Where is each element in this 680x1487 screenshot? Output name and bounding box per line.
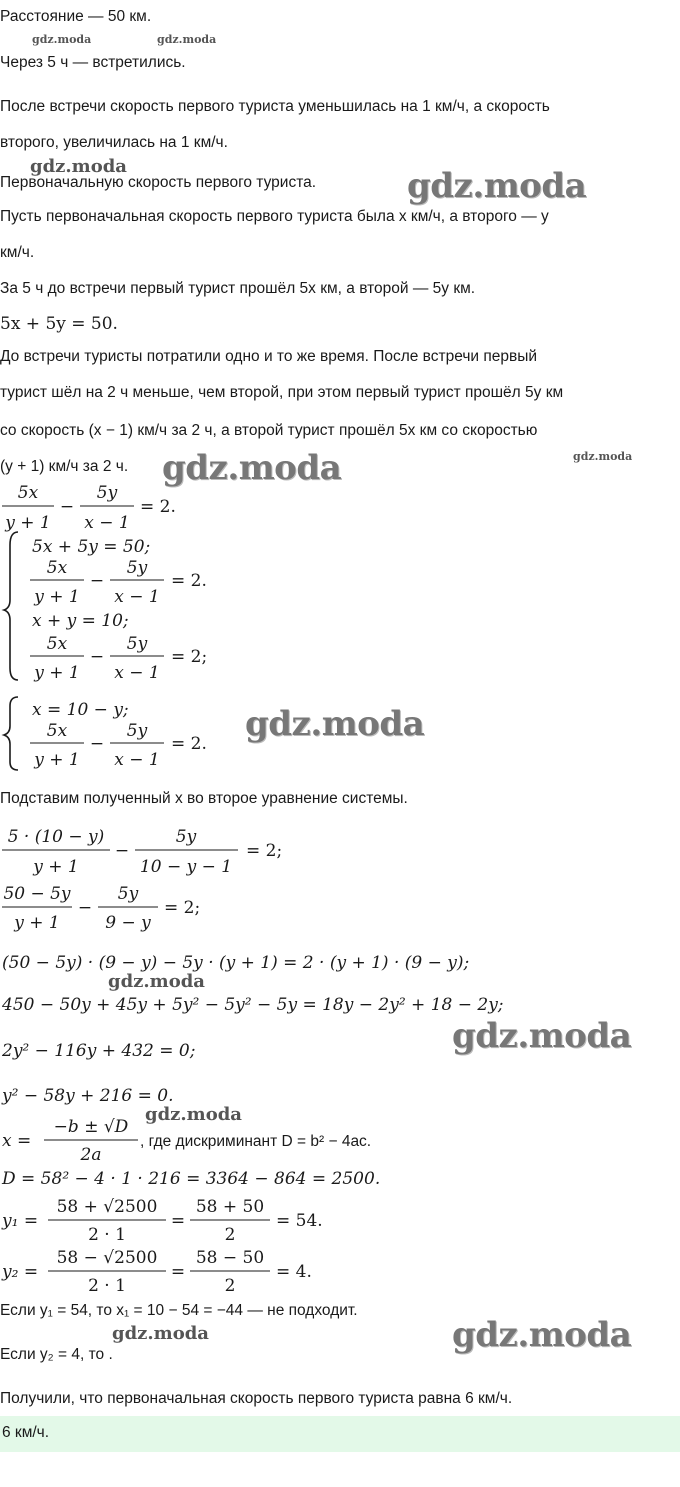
sys3-line2-tail: = 2. xyxy=(171,734,207,754)
watermark: gdz.moda xyxy=(573,450,633,463)
svg-text:−: − xyxy=(89,734,105,754)
watermark: gdz.moda xyxy=(407,166,587,206)
watermark: gdz.moda xyxy=(162,448,342,488)
y1-den-left: 2 · 1 xyxy=(88,1225,126,1245)
e2-den-right: 9 − y xyxy=(105,913,151,933)
e7-tail: , где дискриминант D = b² − 4ac. xyxy=(140,1133,372,1150)
e6-line: y² − 58y + 216 = 0. xyxy=(2,1086,174,1106)
eq2-den-left: y + 1 xyxy=(5,513,51,533)
watermark: gdz.moda xyxy=(108,971,205,992)
given-distance: Расстояние — 50 км. xyxy=(0,8,152,25)
svg-text:5x: 5x xyxy=(46,634,68,654)
e2-num-left: 50 − 5y xyxy=(3,884,71,904)
e7-den: 2a xyxy=(80,1145,102,1165)
e1-den-left: y + 1 xyxy=(33,857,79,877)
e2-den-left: y + 1 xyxy=(14,913,60,933)
svg-text:5y: 5y xyxy=(126,558,148,578)
sys3-line1: x = 10 − y; xyxy=(32,700,129,720)
watermark: gdz.moda xyxy=(112,1323,209,1344)
reasoning-line1: До встречи туристы потратили одно и то же время. После встречи первый xyxy=(0,348,538,365)
sys2-line2-tail: = 2; xyxy=(171,647,208,667)
y2-num-left: 58 − √2500 xyxy=(56,1248,158,1268)
substitute-statement: Подставим полученный x во второе уравнение системы. xyxy=(0,790,408,807)
watermark: gdz.moda xyxy=(452,1315,632,1355)
minus-sign: − xyxy=(59,497,75,517)
e5-line: 2y² − 116y + 432 = 0; xyxy=(2,1041,196,1061)
y1-tail: = 54. xyxy=(276,1211,323,1231)
e1-den-right: 10 − y − 1 xyxy=(139,857,233,877)
reasoning-line2: турист шёл на 2 ч меньше, чем второй, при этом первый турист прошёл 5y км xyxy=(0,384,564,401)
e1-num-left: 5 · (10 − y) xyxy=(7,827,105,847)
e4-line: 450 − 50y + 45y + 5y² − 5y² − 5y = 18y − 2y² + 18 − 2y; xyxy=(2,995,504,1015)
svg-text:−: − xyxy=(89,571,105,591)
watermark: gdz.moda xyxy=(157,33,217,46)
svg-text:−: − xyxy=(77,898,93,918)
sys1-line1: 5x + 5y = 50; xyxy=(32,537,151,557)
conclusion: Получили, что первоначальная скорость первого туриста равна 6 км/ч. xyxy=(0,1390,513,1407)
let-statement-line1: Пусть первоначальная скорость первого туриста была x км/ч, а второго — y xyxy=(0,208,549,225)
svg-text:−: − xyxy=(89,647,105,667)
e8-line: D = 58² − 4 · 1 · 216 = 3364 − 864 = 2500. xyxy=(2,1169,381,1189)
watermark: gdz.moda xyxy=(30,156,127,177)
check-y1: Если y₁ = 54, то x₁ = 10 − 54 = −44 — не подходит. xyxy=(0,1302,358,1319)
svg-text:x − 1: x − 1 xyxy=(114,587,160,607)
reasoning-line4: (y + 1) км/ч за 2 ч. xyxy=(0,458,129,475)
answer-text: 6 км/ч. xyxy=(2,1424,50,1441)
distance-statement: За 5 ч до встречи первый турист прошёл 5x км, а второй — 5y км. xyxy=(0,280,476,297)
svg-text:x − 1: x − 1 xyxy=(114,750,160,770)
svg-text:=: = xyxy=(170,1262,186,1282)
svg-text:y + 1: y + 1 xyxy=(34,587,80,607)
svg-text:5y: 5y xyxy=(126,634,148,654)
watermark: gdz.moda xyxy=(32,33,92,46)
watermark: gdz.moda xyxy=(145,1104,242,1125)
let-statement-line2: км/ч. xyxy=(0,244,35,261)
check-y2: Если y₂ = 4, то . xyxy=(0,1346,113,1363)
given-time: Через 5 ч — встретились. xyxy=(0,54,186,71)
eq2-num-left: 5x xyxy=(17,483,39,503)
equation-sum: 5x + 5y = 50. xyxy=(0,314,118,334)
y1-num-right: 58 + 50 xyxy=(195,1197,265,1217)
eq2-tail: = 2. xyxy=(140,497,176,517)
given-speed-change-line1: После встречи скорость первого туриста уменьшилась на 1 км/ч, а скорость xyxy=(0,98,550,115)
given-speed-change-line2: второго, увеличилась на 1 км/ч. xyxy=(0,134,228,151)
svg-text:x − 1: x − 1 xyxy=(114,663,160,683)
svg-text:5x: 5x xyxy=(46,558,68,578)
y2-den-right: 2 xyxy=(224,1276,236,1296)
y1-den-right: 2 xyxy=(224,1225,236,1245)
watermark: gdz.moda xyxy=(452,1016,632,1056)
svg-text:y + 1: y + 1 xyxy=(34,663,80,683)
e7-lhs: x = xyxy=(2,1131,32,1151)
eq2-den-right: x − 1 xyxy=(84,513,130,533)
svg-text:5y: 5y xyxy=(126,721,148,741)
svg-text:5x: 5x xyxy=(46,721,68,741)
eq2-num-right: 5y xyxy=(96,483,118,503)
svg-text:−: − xyxy=(114,841,130,861)
watermark: gdz.moda xyxy=(245,704,425,744)
e2-tail: = 2; xyxy=(164,898,201,918)
y1-lhs: y₁ = xyxy=(2,1211,39,1231)
y2-tail: = 4. xyxy=(276,1262,312,1282)
y1-num-left: 58 + √2500 xyxy=(56,1197,158,1217)
answer-box xyxy=(0,1416,680,1452)
y2-den-left: 2 · 1 xyxy=(88,1276,126,1296)
e7-num: −b ± √D xyxy=(53,1117,129,1137)
y2-lhs: y₂ = xyxy=(2,1262,39,1282)
e2-num-right: 5y xyxy=(117,884,139,904)
e1-num-right: 5y xyxy=(175,827,197,847)
e3-line: (50 − 5y) · (9 − y) − 5y · (y + 1) = 2 · (y + 1) · (9 − y); xyxy=(2,953,470,973)
sys2-line1: x + y = 10; xyxy=(32,611,129,631)
e1-tail: = 2; xyxy=(246,841,283,861)
reasoning-line3: со скорость (x − 1) км/ч за 2 ч, а второй турист прошёл 5x км со скоростью xyxy=(0,422,538,439)
sys1-line2-tail: = 2. xyxy=(171,571,207,591)
svg-text:=: = xyxy=(170,1211,186,1231)
question-text: Первоначальную скорость первого туриста. xyxy=(0,174,317,191)
svg-text:y + 1: y + 1 xyxy=(34,750,80,770)
y2-num-right: 58 − 50 xyxy=(195,1248,265,1268)
